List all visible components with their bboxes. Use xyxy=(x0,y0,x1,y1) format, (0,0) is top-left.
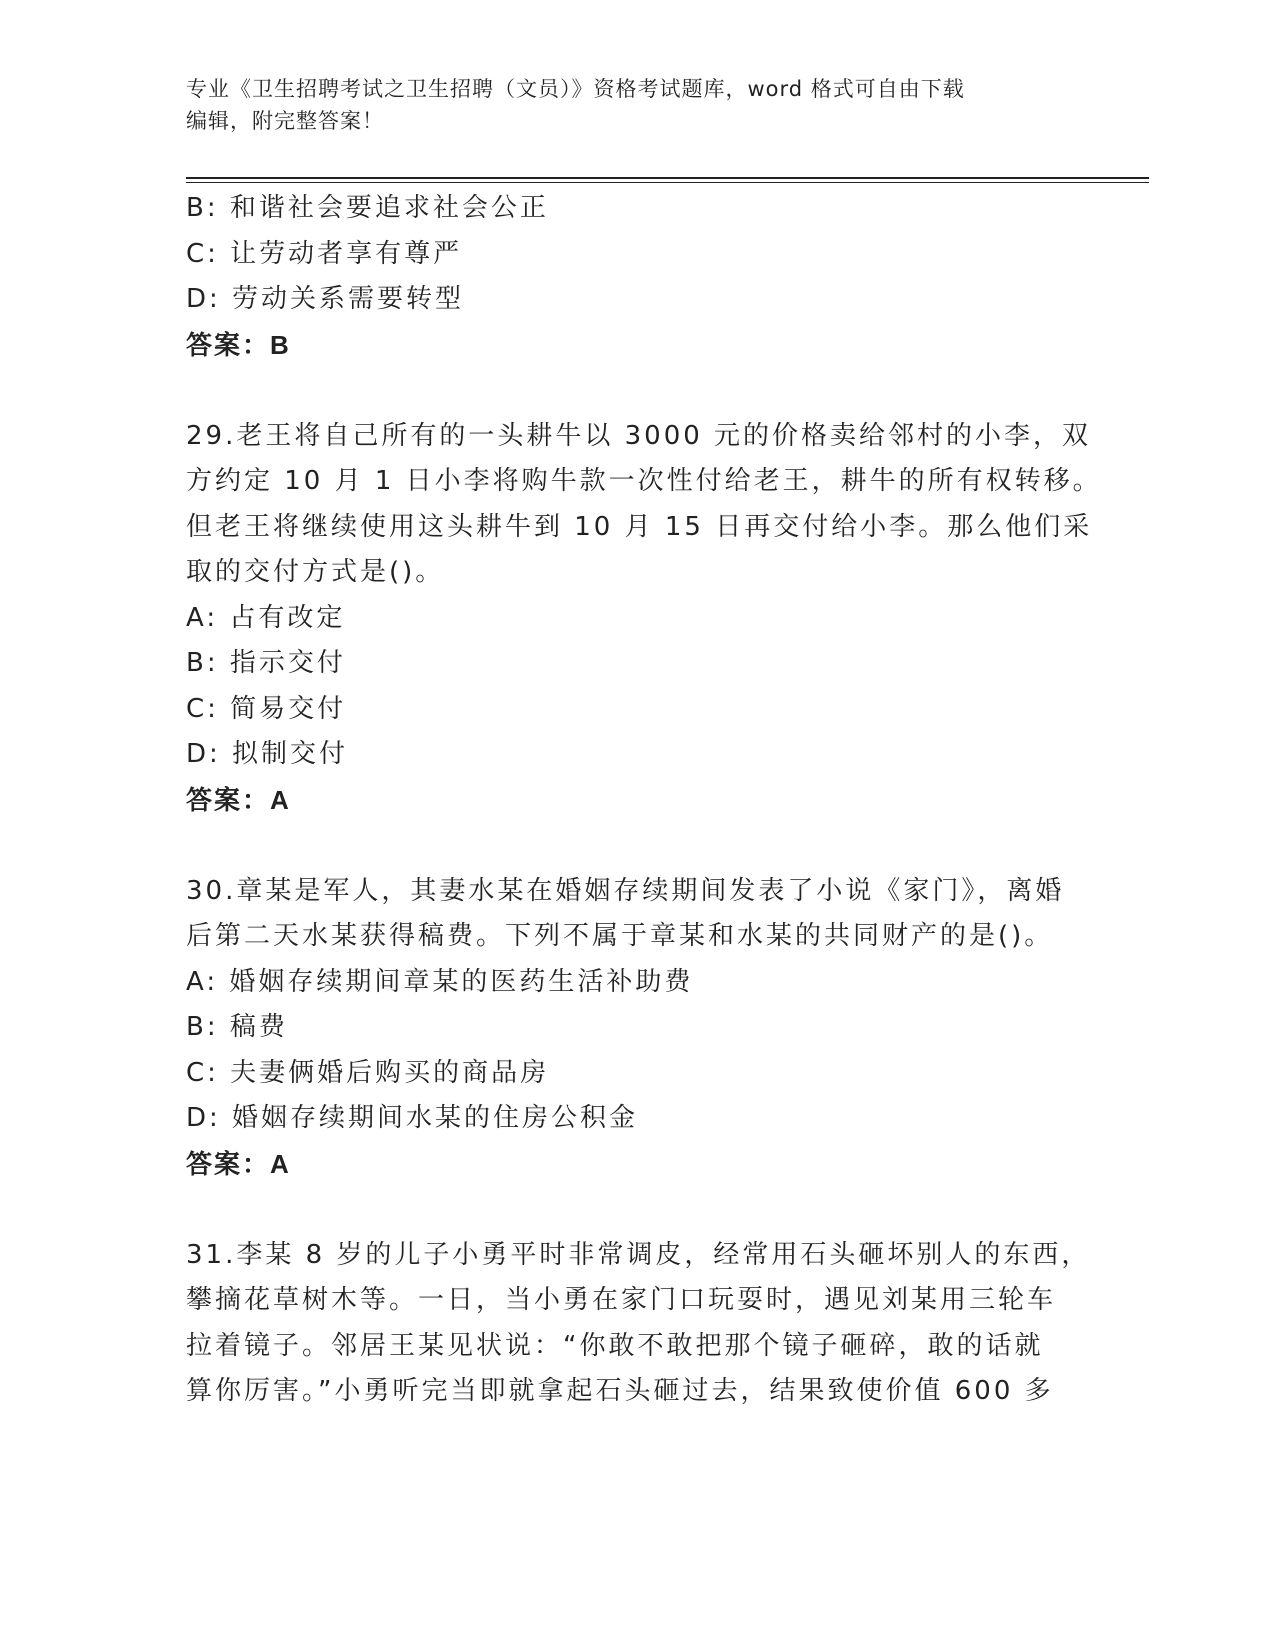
question-text-line: 拉着镜子。邻居王某见状说：“你敢不敢把那个镜子砸碎，敢的话就 xyxy=(186,1330,1044,1361)
question-text-line: 方约定 10 月 1 日小李将购牛款一次性付给老王，耕牛的所有权转移。 xyxy=(186,466,1102,496)
answer-label: 答案：A xyxy=(186,784,291,815)
spacer xyxy=(186,368,1066,414)
question-31 xyxy=(186,1233,1091,1415)
spacer xyxy=(186,1187,1066,1233)
question-text-line: 攀摘花草树木等。一日，当小勇在家门口玩耍时，遇见刘某用三轮车 xyxy=(186,1285,1057,1315)
question-text-line: 后第二天水某获得稿费。下列不属于章某和水某的共同财产的是()。 xyxy=(186,921,1054,951)
answer-label: 答案：A xyxy=(186,1148,291,1179)
option-b: B: 稿费 xyxy=(186,1012,288,1042)
spacer xyxy=(186,823,1066,869)
option-b: B: 和谐社会要追求社会公正 xyxy=(186,193,549,223)
option-d: D: 婚姻存续期间水某的住房公积金 xyxy=(186,1103,639,1133)
header-line-2: 编辑，附完整答案！ xyxy=(186,109,384,133)
option-b: B: 指示交付 xyxy=(186,648,346,678)
option-d: D: 拟制交付 xyxy=(186,739,349,769)
question-content xyxy=(186,186,1102,1415)
question-28-continued xyxy=(186,186,1066,368)
option-d: D: 劳动关系需要转型 xyxy=(186,284,465,314)
question-30 xyxy=(186,869,1066,1188)
question-text-line: 31.李某 8 岁的儿子小勇平时非常调皮，经常用石头砸坏别人的东西， xyxy=(186,1239,1091,1270)
header-divider-thin xyxy=(186,182,1149,183)
question-text-line: 30.章某是军人，其妻水某在婚姻存续期间发表了小说《家门》，离婚 xyxy=(186,875,1065,906)
question-text-line: 算你厉害。”小勇听完当即就拿起石头砸过去，结果致使价值 600 多 xyxy=(186,1376,1054,1406)
option-a: A: 婚姻存续期间章某的医药生活补助费 xyxy=(186,966,694,997)
option-c: C: 夫妻俩婚后购买的商品房 xyxy=(186,1057,550,1088)
option-c: C: 简易交付 xyxy=(186,693,347,724)
question-29 xyxy=(186,414,1102,824)
question-text-line: 但老王将继续使用这头耕牛到 10 月 15 日再交付给小李。那么他们采 xyxy=(186,511,1093,542)
header-divider-thick xyxy=(186,177,1149,179)
header-line-1: 专业《卫生招聘考试之卫生招聘（文员）》资格考试题库，word 格式可自由下载 xyxy=(186,77,965,101)
option-a: A: 占有改定 xyxy=(186,602,346,633)
answer-label: 答案：B xyxy=(186,329,291,360)
question-text-line: 取的交付方式是()。 xyxy=(186,557,445,587)
question-text-line: 29.老王将自己所有的一头耕牛以 3000 元的价格卖给邻村的小李，双 xyxy=(186,420,1092,451)
page-header xyxy=(186,73,1066,137)
option-c: C: 让劳动者享有尊严 xyxy=(186,238,463,269)
